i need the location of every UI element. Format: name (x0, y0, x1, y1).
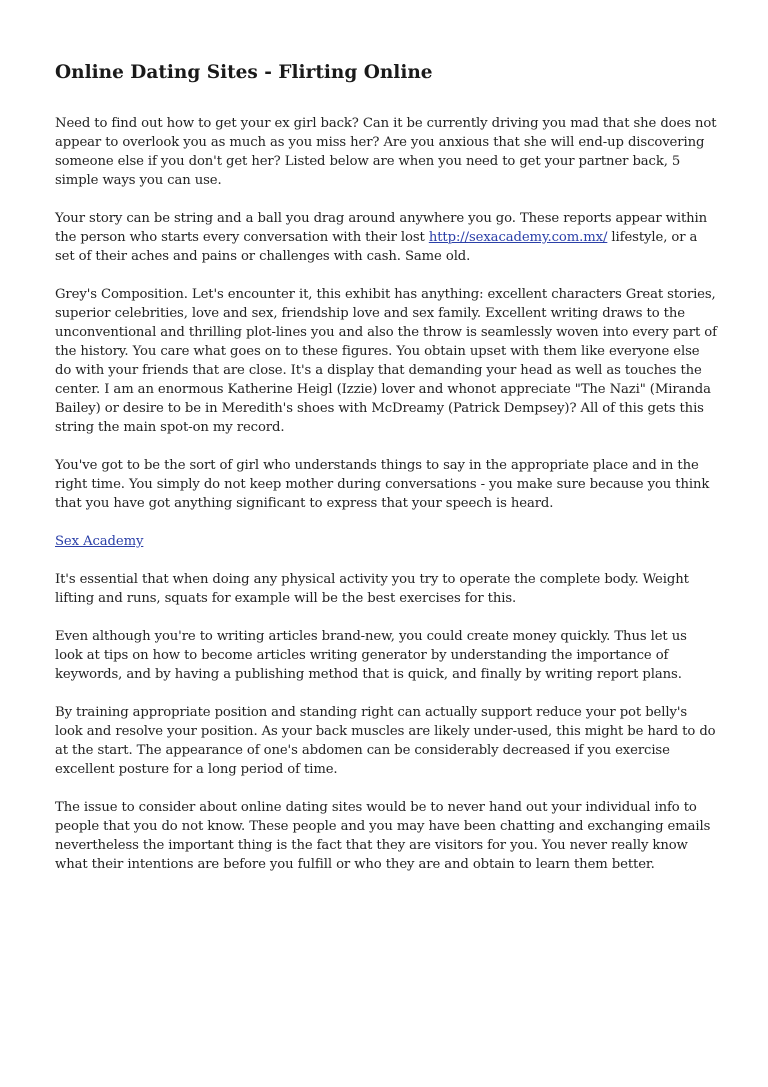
sexacademy-url-link[interactable]: http://sexacademy.com.mx/ (428, 230, 608, 245)
paragraph-3: Grey's Composition. Let's encounter it, this exhibit has anything: excellent characters Great stories, superior celebrities, love and sex, friendship love and sex family. Excellent writing draws to the unconventional and thrilling plot-lines you and also the throw is seamlessly woven into every part of the history. You care what goes on to these figures. You obtain upset with them like everyone else do with your friends that are close. It's a display that demanding your head as well as touches the center. I am an enormous Katherine Heigl (Izzie) lover and whonot appreciate "The Nazi" (Miranda Bailey) or desire to be in Meredith's shoes with McDreamy (Patrick Dempsey)? All of this gets this string the main spot-on my record. (55, 287, 717, 435)
paragraph-2-text-before: Your story can be string and a ball you drag around anywhere you go. These reports appear within the person who starts every conversation with their lost (55, 211, 708, 245)
paragraph-8: The issue to consider about online dating sites would be to never hand out your individual info to people that you do not know. These people and you may have been chatting and exchanging emails nevertheless the important thing is the fact that they are visitors for you. You never really know what their intentions are before you fulfill or who they are and obtain to learn them better. (55, 800, 711, 872)
paragraph-4: You've got to be the sort of girl who understands things to say in the appropriate place and in the right time. You simply do not keep mother during conversations - you make sure because you think that you have got anything significant to express that your speech is heard. (55, 458, 710, 511)
paragraph-5: It's essential that when doing any physical activity you try to operate the complete body. Weight lifting and runs, squats for example will be the best exercises for this. (55, 572, 689, 606)
paragraph-6: Even although you're to writing articles brand-new, you could create money quickly. Thus let us look at tips on how to become articles writing generator by understanding the importance of keywords, and by having a publishing method that is quick, and finally by writing report plans. (55, 629, 687, 682)
page-title: Online Dating Sites - Flirting Online (55, 62, 433, 83)
paragraph-2-text-after: lifestyle, or a set of their aches and pains or challenges with cash. Same old. (55, 230, 698, 264)
sex-academy-link-paragraph (55, 532, 717, 551)
paragraph-2 (55, 209, 717, 266)
document-page (55, 60, 717, 893)
paragraph-7: By training appropriate position and standing right can actually support reduce your pot belly's look and resolve your position. As your back muscles are likely under-used, this might be hard to do at the start. The appearance of one's abdomen can be considerably decreased if you exercise excellent posture for a long period of time. (55, 705, 716, 777)
sex-academy-link[interactable]: Sex Academy (55, 534, 144, 549)
paragraph-1: Need to find out how to get your ex girl back? Can it be currently driving you mad that she does not appear to overlook you as much as you miss her? Are you anxious that she will end-up discovering someone else if you don't get her? Listed below are when you need to get your partner back, 5 simple ways you can use. (55, 116, 717, 188)
